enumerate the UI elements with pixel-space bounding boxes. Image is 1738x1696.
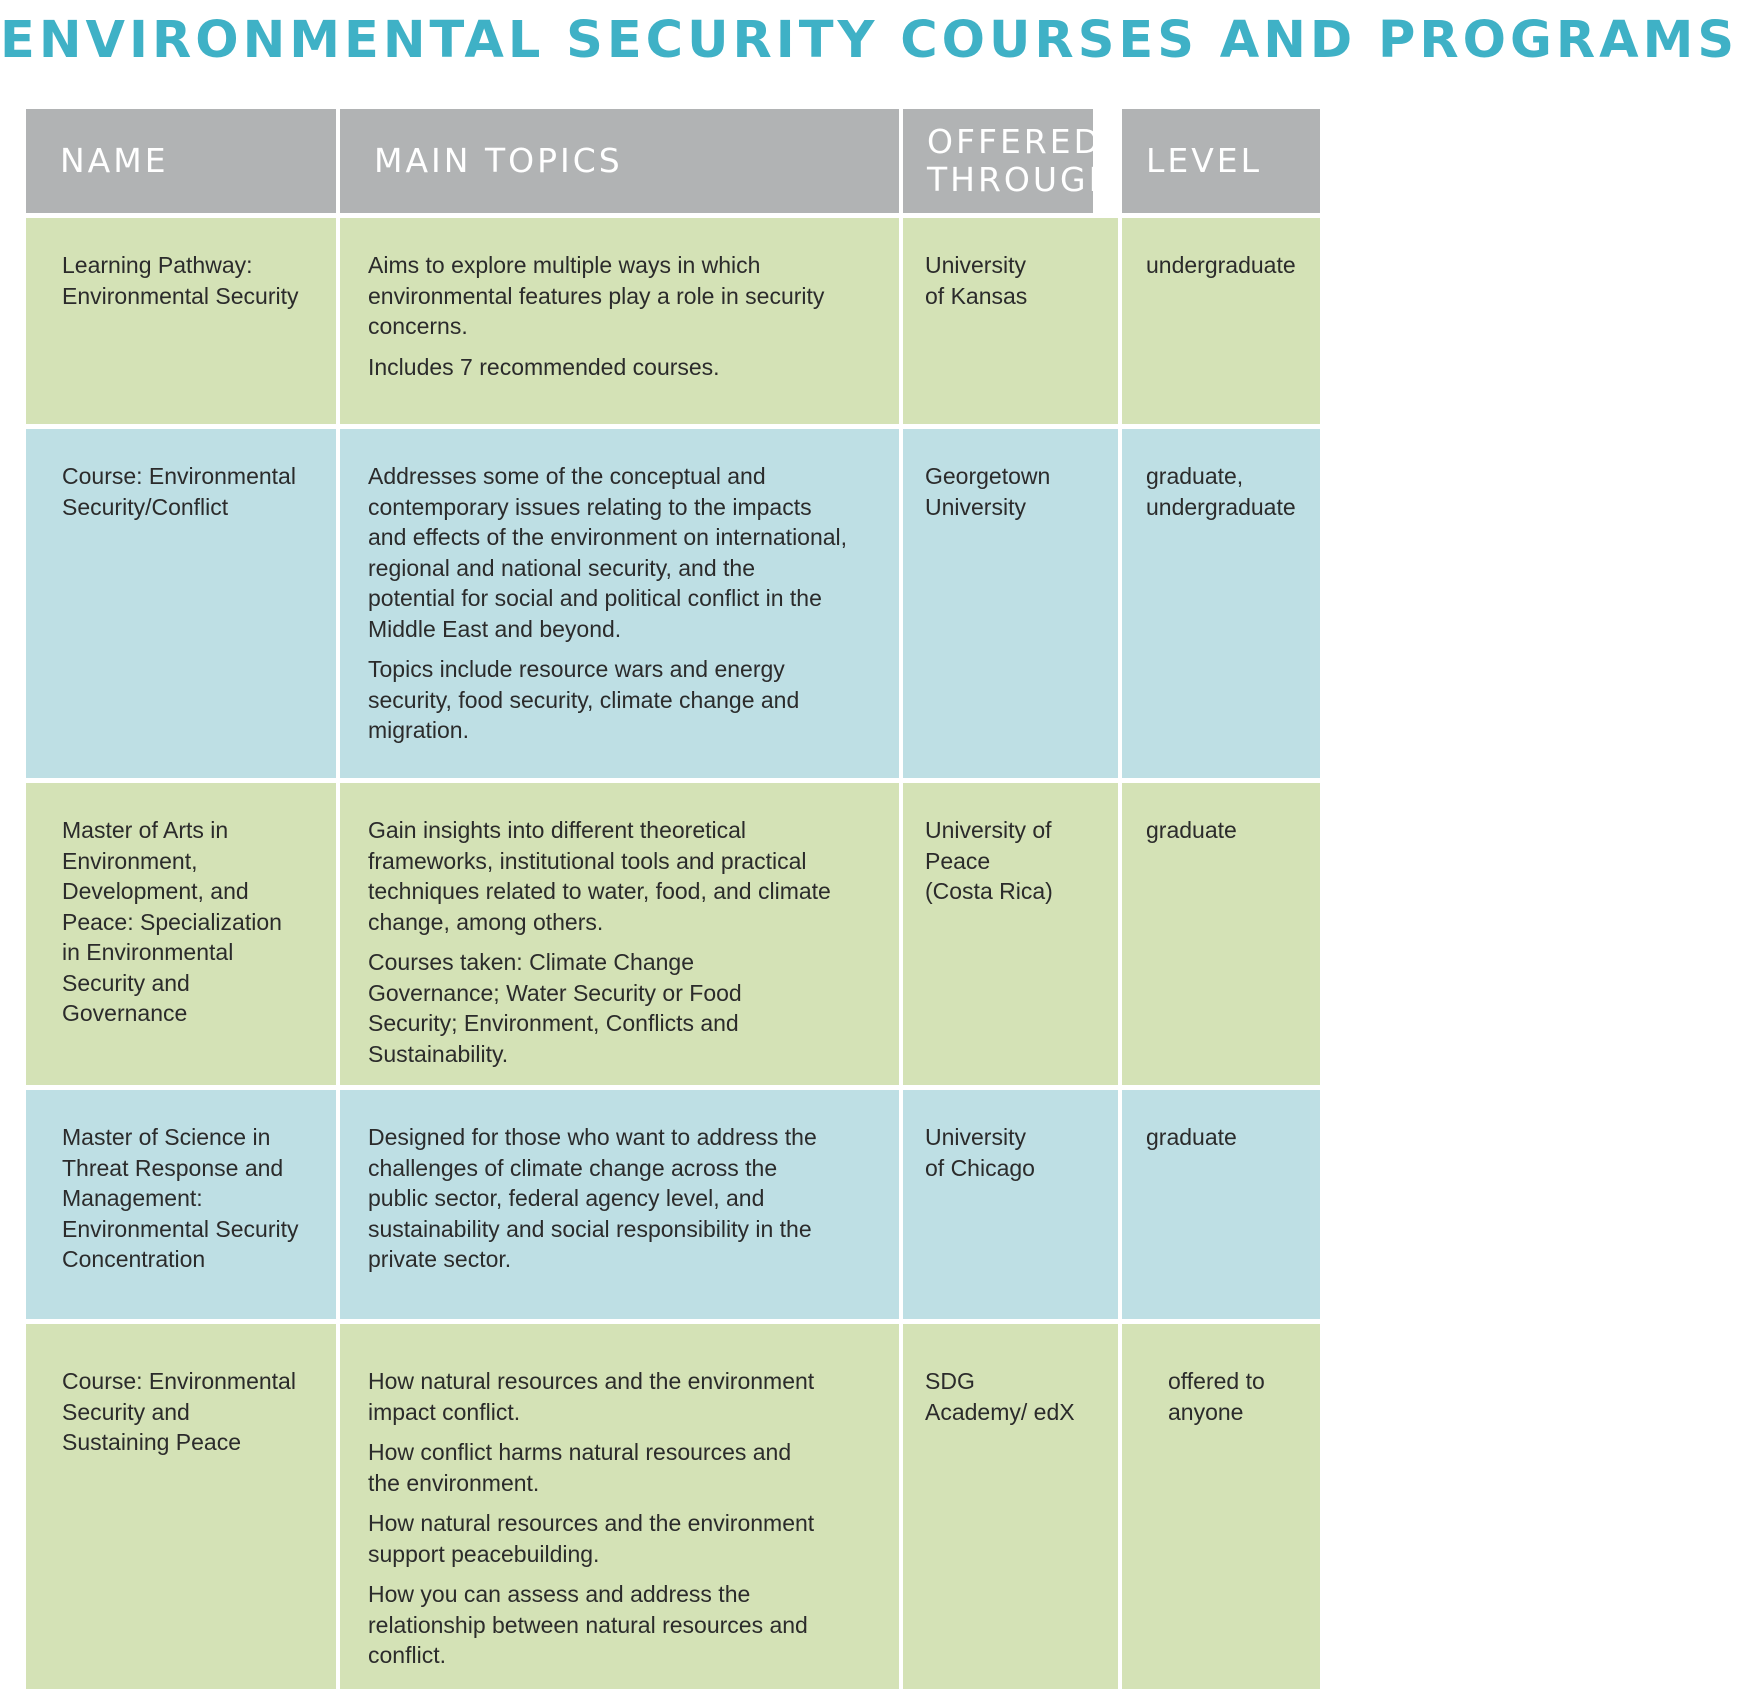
header-name: NAME	[26, 109, 336, 213]
row-1-name	[26, 218, 336, 424]
header-offered-through: OFFERED THROUGH	[903, 109, 1093, 213]
row-2-name-text: Course: Environmental Security/Conflict	[62, 463, 296, 520]
row-2-topic-2: Topics include resource wars and energy security, food security, climate change and migration.	[368, 656, 800, 743]
page-title: ENVIRONMENTAL SECURITY COURSES AND PROGRAMS	[0, 11, 1738, 70]
row-5-topic-1: How natural resources and the environment impact conflict.	[368, 1368, 815, 1425]
row-3-level-text: graduate	[1146, 817, 1237, 843]
row-1-name-text: Learning Pathway: Environmental Security	[62, 252, 299, 309]
row-1-offered-text: University of Kansas	[925, 252, 1028, 309]
row-4-level-text: graduate	[1146, 1124, 1237, 1150]
header-level: LEVEL	[1122, 109, 1320, 213]
row-2-level-text: graduate, undergraduate	[1146, 463, 1296, 520]
row-5-level-text: offered to anyone	[1168, 1368, 1265, 1425]
row-4-name	[26, 1090, 336, 1319]
row-4-topic-1: Designed for those who want to address the challenges of climate change across the public sector, federal agency level, and sustainability and social responsibility in the private sector.	[368, 1124, 817, 1272]
row-4-offered	[903, 1090, 1118, 1319]
row-3-topics	[340, 783, 899, 1085]
row-1-level	[1122, 218, 1320, 424]
row-5-name	[26, 1324, 336, 1689]
row-2-offered	[903, 429, 1118, 778]
row-4-level	[1122, 1090, 1320, 1319]
row-1-topics	[340, 218, 899, 424]
row-2-name	[26, 429, 336, 778]
row-2-offered-text: Georgetown University	[925, 463, 1051, 520]
row-5-topic-4: How you can assess and address the relationship between natural resources and conflict.	[368, 1581, 808, 1668]
header-main-topics: MAIN TOPICS	[340, 109, 899, 213]
row-5-level	[1122, 1324, 1320, 1689]
row-3-topic-1: Gain insights into different theoretical frameworks, institutional tools and practical techniques related to water, food, and climate change, among others.	[368, 817, 831, 935]
row-5-topic-2: How conflict harms natural resources and the environment.	[368, 1439, 792, 1496]
row-1-level-text: undergraduate	[1146, 252, 1296, 278]
row-2-topic-1: Addresses some of the conceptual and contemporary issues relating to the impacts and effects of the environment on international, regional and national security, and the potential for social and political conflict in the Middle East and beyond.	[368, 463, 848, 642]
row-5-offered	[903, 1324, 1118, 1689]
courses-table	[26, 109, 1320, 1689]
row-5-name-text: Course: Environmental Security and Sustaining Peace	[62, 1368, 296, 1455]
row-2-topics	[340, 429, 899, 778]
row-4-offered-text: University of Chicago	[925, 1124, 1035, 1181]
row-3-name	[26, 783, 336, 1085]
row-5-offered-text: SDG Academy/ edX	[925, 1368, 1075, 1425]
row-2-level	[1122, 429, 1320, 778]
row-3-level	[1122, 783, 1320, 1085]
row-5-topic-3: How natural resources and the environment support peacebuilding.	[368, 1510, 815, 1567]
row-4-topics	[340, 1090, 899, 1319]
row-3-name-text: Master of Arts in Environment, Development, and Peace: Specialization in Environmental Security and Governance	[62, 817, 282, 1026]
row-4-name-text: Master of Science in Threat Response and Management: Environmental Security Concentration	[62, 1124, 299, 1272]
row-3-offered	[903, 783, 1118, 1085]
row-1-topic-1: Aims to explore multiple ways in which environmental features play a role in security concerns.	[368, 252, 825, 339]
row-3-topic-2: Courses taken: Climate Change Governance; Water Security or Food Security; Environment, Conflicts and Sustainability.	[368, 949, 742, 1067]
row-1-offered	[903, 218, 1118, 424]
row-1-topic-2: Includes 7 recommended courses.	[368, 353, 720, 380]
row-5-topics	[340, 1324, 899, 1689]
row-3-offered-text: University of Peace (Costa Rica)	[925, 817, 1053, 904]
